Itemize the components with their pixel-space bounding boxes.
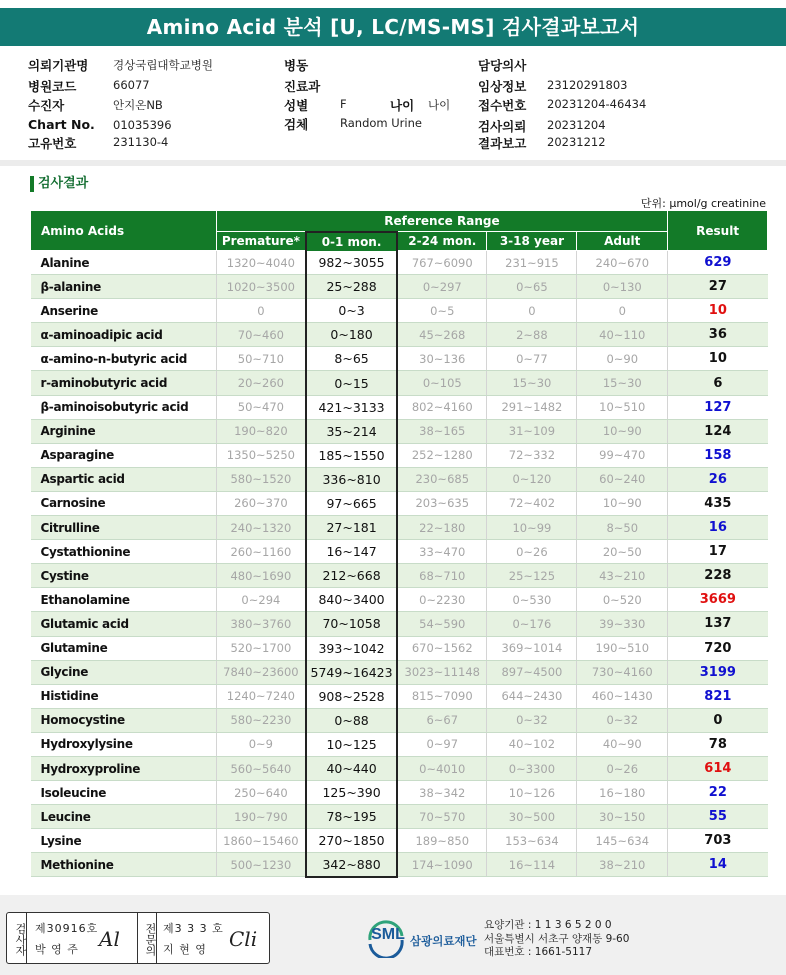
reference-range-cell: 40~90 xyxy=(577,732,668,756)
reference-range-cell: 0~105 xyxy=(397,371,487,395)
reference-range-cell: 342~880 xyxy=(306,853,397,877)
amino-acid-name: Homocystine xyxy=(31,708,217,732)
table-row xyxy=(31,564,768,588)
reference-range-cell: 70~460 xyxy=(216,323,306,347)
subheader-0-1-mon: 0-1 mon. xyxy=(306,232,397,251)
reference-range-cell: 15~30 xyxy=(487,371,577,395)
reference-range-cell: 99~470 xyxy=(577,443,668,467)
table-row xyxy=(31,829,768,853)
result-value: 22 xyxy=(668,781,768,805)
tester-signature: Al xyxy=(99,927,120,951)
reference-range-cell: 260~1160 xyxy=(216,540,306,564)
reference-range-cell: 22~180 xyxy=(397,516,487,540)
subheader-2-24-mon: 2-24 mon. xyxy=(397,232,487,251)
reference-range-cell: 1020~3500 xyxy=(216,275,306,299)
table-row xyxy=(31,491,768,515)
reference-range-cell: 30~136 xyxy=(397,347,487,371)
table-row xyxy=(31,299,768,323)
reference-range-cell: 16~180 xyxy=(577,781,668,805)
reference-range-cell: 10~90 xyxy=(577,491,668,515)
table-row xyxy=(31,684,768,708)
value-specimen: Random Urine xyxy=(340,116,422,130)
label-department: 진료과 xyxy=(284,79,321,94)
table-row xyxy=(31,853,768,877)
reference-range-cell: 1350~5250 xyxy=(216,443,306,467)
reference-range-cell: 897~4500 xyxy=(487,660,577,684)
reference-range-cell: 0~4010 xyxy=(397,756,487,780)
report-title: Amino Acid 분석 [U, LC/MS-MS] 검사결과보고서 xyxy=(0,8,786,46)
reference-range-cell: 45~268 xyxy=(397,323,487,347)
reference-range-cell: 802~4160 xyxy=(397,395,487,419)
reference-range-cell: 70~1058 xyxy=(306,612,397,636)
amino-acid-name: β-aminoisobutyric acid xyxy=(31,395,217,419)
result-value: 17 xyxy=(668,540,768,564)
reference-range-cell: 0~297 xyxy=(397,275,487,299)
section-title: 검사결과 xyxy=(30,176,88,192)
reference-range-cell: 10~126 xyxy=(487,781,577,805)
reference-range-cell: 40~440 xyxy=(306,756,397,780)
reference-range-cell: 70~570 xyxy=(397,805,487,829)
reference-range-cell: 815~7090 xyxy=(397,684,487,708)
lab-contact xyxy=(484,919,629,960)
reference-range-cell: 1240~7240 xyxy=(216,684,306,708)
result-value: 228 xyxy=(668,564,768,588)
contact-institution-code: 요양기관 : 1 1 3 6 5 2 0 0 xyxy=(484,919,612,931)
amino-acid-name: Arginine xyxy=(31,419,217,443)
reference-range-cell: 7840~23600 xyxy=(216,660,306,684)
table-row xyxy=(31,781,768,805)
reference-range-cell: 190~510 xyxy=(577,636,668,660)
reference-range-cell: 16~147 xyxy=(306,540,397,564)
amino-acid-name: Cystathionine xyxy=(31,540,217,564)
table-row xyxy=(31,708,768,732)
reference-range-cell: 8~50 xyxy=(577,516,668,540)
amino-acid-name: Cystine xyxy=(31,564,217,588)
table-row xyxy=(31,251,768,275)
amino-acid-name: Glutamic acid xyxy=(31,612,217,636)
divider xyxy=(0,160,786,166)
amino-acid-name: Carnosine xyxy=(31,491,217,515)
reference-range-cell: 0~26 xyxy=(487,540,577,564)
reference-range-cell: 153~634 xyxy=(487,829,577,853)
contact-address: 서울특별시 서초구 양재동 9-60 xyxy=(484,932,630,945)
tester-license-no: 제30916호 xyxy=(35,922,99,935)
logo-name: 삼광의료재단 xyxy=(410,934,477,948)
reference-range-cell: 35~214 xyxy=(306,419,397,443)
reference-range-cell: 336~810 xyxy=(306,467,397,491)
label-patient: 수진자 xyxy=(28,98,65,113)
reference-range-cell: 212~668 xyxy=(306,564,397,588)
reference-range-cell: 0~90 xyxy=(577,347,668,371)
table-row xyxy=(31,588,768,612)
specialist-license-no: 제3 3 3 호 xyxy=(163,922,224,935)
value-unique-no: 231130-4 xyxy=(113,135,169,149)
reference-range-cell: 38~342 xyxy=(397,781,487,805)
reference-range-cell: 908~2528 xyxy=(306,684,397,708)
reference-range-cell: 31~109 xyxy=(487,419,577,443)
reference-range-cell: 260~370 xyxy=(216,491,306,515)
table-row xyxy=(31,323,768,347)
label-age: 나이 xyxy=(390,98,415,113)
amino-acid-name: Anserine xyxy=(31,299,217,323)
reference-range-cell: 0~32 xyxy=(487,708,577,732)
reference-range-cell: 27~181 xyxy=(306,516,397,540)
reference-range-cell: 8~65 xyxy=(306,347,397,371)
result-value: 629 xyxy=(668,251,768,275)
result-value: 36 xyxy=(668,323,768,347)
result-value: 124 xyxy=(668,419,768,443)
reference-range-cell: 0~5 xyxy=(397,299,487,323)
amino-acid-name: Hydroxylysine xyxy=(31,732,217,756)
table-row xyxy=(31,540,768,564)
amino-acid-name: Glutamine xyxy=(31,636,217,660)
table-row xyxy=(31,371,768,395)
reference-range-cell: 0~26 xyxy=(577,756,668,780)
subheader-3-18-year: 3-18 year xyxy=(487,232,577,251)
reference-range-cell: 10~125 xyxy=(306,732,397,756)
value-report-date: 20231212 xyxy=(547,135,606,149)
reference-range-cell: 43~210 xyxy=(577,564,668,588)
result-value: 26 xyxy=(668,467,768,491)
reference-range-cell: 0~88 xyxy=(306,708,397,732)
label-chart-no: Chart No. xyxy=(28,117,95,132)
logo-mark: SML xyxy=(371,926,405,943)
reference-range-cell: 6~67 xyxy=(397,708,487,732)
header-amino-acids: Amino Acids xyxy=(31,211,217,251)
reference-range-cell: 0~15 xyxy=(306,371,397,395)
reference-range-cell: 230~685 xyxy=(397,467,487,491)
reference-range-cell: 25~125 xyxy=(487,564,577,588)
reference-range-cell: 78~195 xyxy=(306,805,397,829)
reference-range-cell: 38~210 xyxy=(577,853,668,877)
reference-range-cell: 730~4160 xyxy=(577,660,668,684)
reference-range-cell: 240~670 xyxy=(577,251,668,275)
reference-range-cell: 270~1850 xyxy=(306,829,397,853)
reference-range-cell: 0 xyxy=(577,299,668,323)
label-physician: 담당의사 xyxy=(478,58,527,73)
reference-range-cell: 50~710 xyxy=(216,347,306,371)
tester-name: 박 영 주 xyxy=(35,943,79,956)
reference-range-cell: 10~510 xyxy=(577,395,668,419)
reference-range-cell: 0~180 xyxy=(306,323,397,347)
amino-acid-name: α-aminoadipic acid xyxy=(31,323,217,347)
reference-range-cell: 0~294 xyxy=(216,588,306,612)
amino-acid-name: Lysine xyxy=(31,829,217,853)
result-value: 158 xyxy=(668,443,768,467)
table-row xyxy=(31,636,768,660)
signature-box xyxy=(6,912,270,964)
reference-range-cell: 520~1700 xyxy=(216,636,306,660)
table-row xyxy=(31,612,768,636)
reference-range-cell: 982~3055 xyxy=(306,251,397,275)
result-value: 10 xyxy=(668,347,768,371)
amino-acid-name: r-aminobutyric acid xyxy=(31,371,217,395)
reference-range-cell: 0~65 xyxy=(487,275,577,299)
reference-range-cell: 16~114 xyxy=(487,853,577,877)
reference-range-cell: 1860~15460 xyxy=(216,829,306,853)
subheader-premature: Premature* xyxy=(216,232,306,251)
reference-range-cell: 25~288 xyxy=(306,275,397,299)
reference-range-cell: 50~470 xyxy=(216,395,306,419)
result-value: 821 xyxy=(668,684,768,708)
reference-range-cell: 0~3 xyxy=(306,299,397,323)
amino-acid-name: Ethanolamine xyxy=(31,588,217,612)
amino-acid-name: Glycine xyxy=(31,660,217,684)
table-row xyxy=(31,395,768,419)
result-value: 0 xyxy=(668,708,768,732)
reference-range-cell: 5749~16423 xyxy=(306,660,397,684)
amino-acid-name: Alanine xyxy=(31,251,217,275)
result-value: 16 xyxy=(668,516,768,540)
reference-range-cell: 0~130 xyxy=(577,275,668,299)
results-body xyxy=(31,251,768,877)
table-row xyxy=(31,660,768,684)
reference-range-cell: 231~915 xyxy=(487,251,577,275)
header-result: Result xyxy=(668,211,768,251)
amino-acid-name: Isoleucine xyxy=(31,781,217,805)
reference-range-cell: 0~120 xyxy=(487,467,577,491)
label-report-date: 결과보고 xyxy=(478,136,527,151)
reference-range-cell: 189~850 xyxy=(397,829,487,853)
table-row xyxy=(31,443,768,467)
reference-range-cell: 33~470 xyxy=(397,540,487,564)
reference-range-cell: 380~3760 xyxy=(216,612,306,636)
value-receipt-no: 20231204-46434 xyxy=(547,97,647,111)
label-unique-no: 고유번호 xyxy=(28,136,77,151)
reference-range-cell: 40~102 xyxy=(487,732,577,756)
reference-range-cell: 190~820 xyxy=(216,419,306,443)
result-value: 3199 xyxy=(668,660,768,684)
reference-range-cell: 10~99 xyxy=(487,516,577,540)
reference-range-cell: 767~6090 xyxy=(397,251,487,275)
reference-range-cell: 54~590 xyxy=(397,612,487,636)
subheader-adult: Adult xyxy=(577,232,668,251)
table-row xyxy=(31,467,768,491)
reference-range-cell: 0~2230 xyxy=(397,588,487,612)
reference-range-cell: 0 xyxy=(487,299,577,323)
reference-range-cell: 72~402 xyxy=(487,491,577,515)
result-value: 55 xyxy=(668,805,768,829)
result-value: 6 xyxy=(668,371,768,395)
result-value: 435 xyxy=(668,491,768,515)
result-value: 614 xyxy=(668,756,768,780)
reference-range-cell: 72~332 xyxy=(487,443,577,467)
value-chart-no: 01035396 xyxy=(113,118,172,132)
result-value: 127 xyxy=(668,395,768,419)
label-requesting-institution: 의뢰기관명 xyxy=(28,58,89,73)
label-receipt-no: 접수번호 xyxy=(478,98,527,113)
reference-range-cell: 20~50 xyxy=(577,540,668,564)
amino-acid-name: β-alanine xyxy=(31,275,217,299)
reference-range-cell: 145~634 xyxy=(577,829,668,853)
result-value: 27 xyxy=(668,275,768,299)
reference-range-cell: 10~90 xyxy=(577,419,668,443)
reference-range-cell: 670~1562 xyxy=(397,636,487,660)
reference-range-cell: 0~97 xyxy=(397,732,487,756)
table-row xyxy=(31,756,768,780)
reference-range-cell: 580~1520 xyxy=(216,467,306,491)
value-patient: 안지온NB xyxy=(113,98,163,112)
label-sex: 성별 xyxy=(284,98,309,113)
result-value: 3669 xyxy=(668,588,768,612)
reference-range-cell: 421~3133 xyxy=(306,395,397,419)
reference-range-cell: 0~530 xyxy=(487,588,577,612)
label-hospital-code: 병원코드 xyxy=(28,79,77,94)
patient-info xyxy=(0,54,786,154)
reference-range-cell: 0 xyxy=(216,299,306,323)
unit-label: 단위: μmol/g creatinine xyxy=(640,197,766,210)
specialist-name: 지 현 영 xyxy=(163,943,207,956)
label-specimen: 검체 xyxy=(284,117,309,132)
reference-range-cell: 30~500 xyxy=(487,805,577,829)
reference-range-cell: 40~110 xyxy=(577,323,668,347)
reference-range-cell: 3023~11148 xyxy=(397,660,487,684)
reference-range-cell: 480~1690 xyxy=(216,564,306,588)
reference-range-cell: 252~1280 xyxy=(397,443,487,467)
reference-range-cell: 125~390 xyxy=(306,781,397,805)
amino-acid-name: α-amino-n-butyric acid xyxy=(31,347,217,371)
tester-role: 검사자 xyxy=(7,913,27,963)
reference-range-cell: 460~1430 xyxy=(577,684,668,708)
specialist-role: 전문의 xyxy=(137,913,157,963)
reference-range-cell: 185~1550 xyxy=(306,443,397,467)
reference-range-cell: 190~790 xyxy=(216,805,306,829)
reference-range-cell: 644~2430 xyxy=(487,684,577,708)
table-row xyxy=(31,419,768,443)
reference-range-cell: 20~260 xyxy=(216,371,306,395)
label-clinical-info: 임상정보 xyxy=(478,79,527,94)
reference-range-cell: 60~240 xyxy=(577,467,668,491)
label-request-date: 검사의뢰 xyxy=(478,119,527,134)
table-row xyxy=(31,275,768,299)
reference-range-cell: 840~3400 xyxy=(306,588,397,612)
reference-range-cell: 30~150 xyxy=(577,805,668,829)
result-value: 720 xyxy=(668,636,768,660)
table-row xyxy=(31,732,768,756)
amino-acid-name: Histidine xyxy=(31,684,217,708)
amino-acid-name: Asparagine xyxy=(31,443,217,467)
reference-range-cell: 560~5640 xyxy=(216,756,306,780)
amino-acid-name: Leucine xyxy=(31,805,217,829)
value-requesting-institution: 경상국립대학교병원 xyxy=(113,58,213,72)
reference-range-cell: 500~1230 xyxy=(216,853,306,877)
table-row xyxy=(31,347,768,371)
amino-acid-name: Hydroxyproline xyxy=(31,756,217,780)
reference-range-cell: 68~710 xyxy=(397,564,487,588)
result-value: 10 xyxy=(668,299,768,323)
reference-range-cell: 0~9 xyxy=(216,732,306,756)
reference-range-cell: 0~3300 xyxy=(487,756,577,780)
value-sex: F xyxy=(340,97,347,111)
reference-range-cell: 2~88 xyxy=(487,323,577,347)
value-hospital-code: 66077 xyxy=(113,78,150,92)
amino-acid-name: Citrulline xyxy=(31,516,217,540)
results-table xyxy=(30,210,768,878)
reference-range-cell: 0~77 xyxy=(487,347,577,371)
result-value: 703 xyxy=(668,829,768,853)
reference-range-cell: 97~665 xyxy=(306,491,397,515)
reference-range-cell: 0~520 xyxy=(577,588,668,612)
reference-range-cell: 15~30 xyxy=(577,371,668,395)
reference-range-cell: 0~32 xyxy=(577,708,668,732)
reference-range-cell: 369~1014 xyxy=(487,636,577,660)
reference-range-cell: 39~330 xyxy=(577,612,668,636)
reference-range-cell: 580~2230 xyxy=(216,708,306,732)
table-row xyxy=(31,516,768,540)
reference-range-cell: 240~1320 xyxy=(216,516,306,540)
value-age: 나이 xyxy=(428,98,451,112)
result-value: 137 xyxy=(668,612,768,636)
value-clinical-info: 23120291803 xyxy=(547,78,628,92)
label-ward: 병동 xyxy=(284,58,309,73)
reference-range-cell: 250~640 xyxy=(216,781,306,805)
reference-range-cell: 203~635 xyxy=(397,491,487,515)
contact-phone: 대표번호 : 1661-5117 xyxy=(484,946,593,958)
reference-range-cell: 291~1482 xyxy=(487,395,577,419)
specialist-signature: Cli xyxy=(229,927,258,951)
result-value: 78 xyxy=(668,732,768,756)
value-request-date: 20231204 xyxy=(547,118,606,132)
reference-range-cell: 1320~4040 xyxy=(216,251,306,275)
reference-range-cell: 174~1090 xyxy=(397,853,487,877)
reference-range-cell: 0~176 xyxy=(487,612,577,636)
result-value: 14 xyxy=(668,853,768,877)
amino-acid-name: Aspartic acid xyxy=(31,467,217,491)
table-row xyxy=(31,805,768,829)
reference-range-cell: 38~165 xyxy=(397,419,487,443)
header-reference-range: Reference Range xyxy=(216,211,668,232)
amino-acid-name: Methionine xyxy=(31,853,217,877)
reference-range-cell: 393~1042 xyxy=(306,636,397,660)
